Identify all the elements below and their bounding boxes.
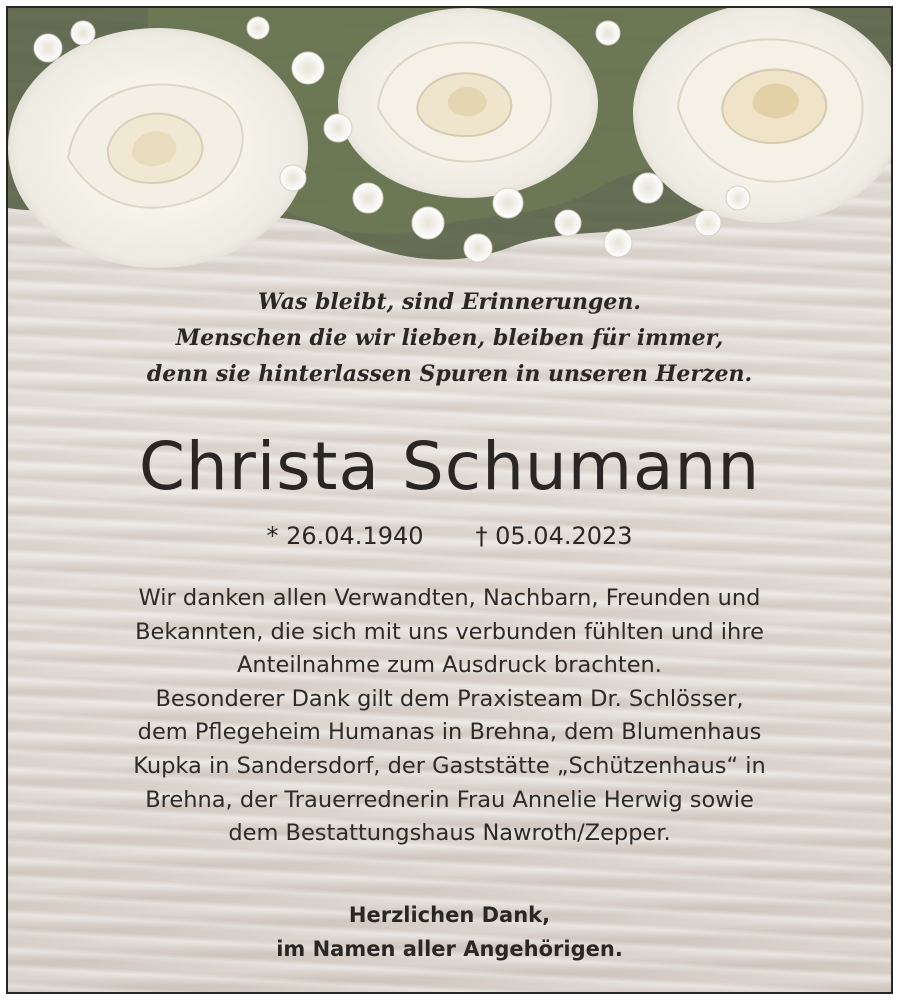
closing-line: im Namen aller Angehörigen. (276, 937, 623, 961)
obituary-card (6, 6, 893, 994)
closing-line: Herzlichen Dank, (348, 903, 551, 927)
thanks-line: Bekannten, die sich mit uns verbunden fühlten und ihre (135, 618, 764, 645)
thanks-text (8, 582, 891, 851)
memorial-quote (8, 284, 891, 392)
death-date: † 05.04.2023 (475, 522, 633, 550)
deceased-name: Christa Schumann (138, 428, 761, 505)
thanks-line: Besonderer Dank gilt dem Praxisteam Dr. Schlösser, (155, 685, 744, 712)
thanks-line: dem Pflegeheim Humanas in Brehna, dem Blumenhaus (137, 719, 762, 746)
thanks-line: Wir danken allen Verwandten, Nachbarn, Freunden und (138, 585, 761, 611)
white-roses-image (8, 8, 891, 288)
thanks-line: dem Bestattungshaus Nawroth/Zepper. (228, 820, 671, 847)
birth-date: * 26.04.1940 (266, 522, 424, 550)
thanks-line: Brehna, der Trauerrednerin Frau Annelie Herwig sowie (145, 786, 754, 813)
closing-signature (8, 898, 891, 966)
quote-line: Menschen die wir lieben, bleiben für immer, (175, 325, 724, 351)
quote-line: Was bleibt, sind Erinnerungen. (257, 289, 642, 315)
thanks-line: Kupka in Sandersdorf, der Gaststätte „Schützenhaus“ in (133, 752, 766, 779)
thanks-line: Anteilnahme zum Ausdruck brachten. (237, 652, 662, 679)
life-dates (8, 519, 891, 553)
quote-line: denn sie hinterlassen Spuren in unseren Herzen. (146, 361, 753, 387)
